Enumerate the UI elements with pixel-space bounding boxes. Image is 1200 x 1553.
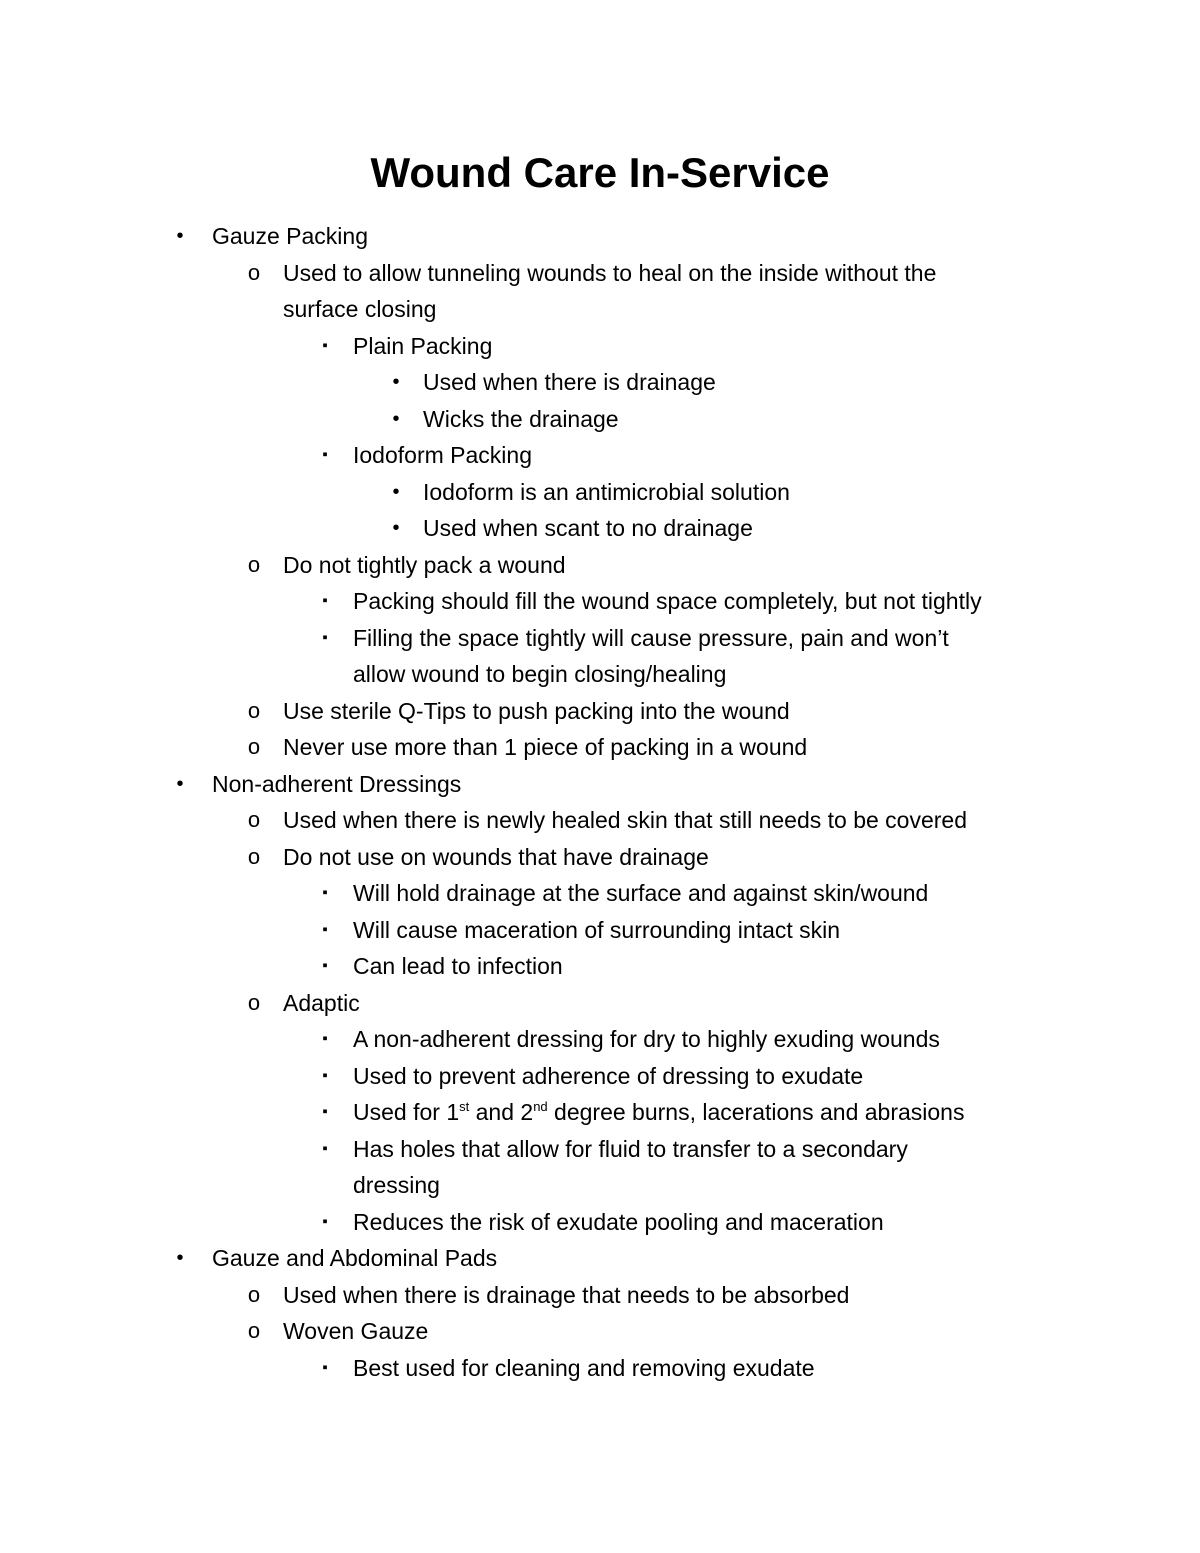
list-item-text: Do not use on wounds that have drainage [283,843,709,870]
list-item-text: Adaptic [283,989,360,1016]
list-item-level-2 [0,693,1200,730]
list-item-text: Plain Packing [353,332,493,359]
list-item-level-2 [0,255,1200,292]
list-item-text: Gauze Packing [212,223,368,249]
list-item-text: Woven Gauze [283,1318,429,1344]
list-item-text: Used to allow tunneling wounds to heal on the inside without the [283,259,937,286]
bullet-dot-icon: • [176,1247,184,1269]
list-item-level-3 [0,1058,1200,1095]
list-item-level-2 [0,729,1200,766]
bullet-circle-icon: o [247,1281,261,1307]
list-item-text: Reduces the risk of exudate pooling and maceration [353,1208,884,1235]
list-item-text: Non-adherent Dressings [212,770,462,797]
list-item-level-2 [0,839,1200,876]
list-item-level-3 [0,912,1200,949]
list-item-text: Used when there is newly healed skin that still needs to be covered [283,807,968,833]
list-item-text: Iodoform Packing [353,442,532,468]
list-item-level-1 [0,766,1200,803]
list-item-text: Filling the space tightly will cause pressure, pain and won’t [353,624,949,651]
list-item-level-4 [0,474,1200,511]
list-item-continuation [0,291,1200,328]
list-item-text: Use sterile Q-Tips to push packing into the wound [283,697,790,724]
bullet-dot-icon: • [392,371,400,393]
list-item-level-1 [0,1240,1200,1277]
list-item-level-3 [0,1350,1200,1387]
list-item-text: Used when scant to no drainage [423,515,753,541]
bullet-square-icon: ▪ [322,957,328,974]
list-item-text: Best used for cleaning and removing exudate [353,1354,815,1381]
document-title: Wound Care In-Service [370,149,830,196]
list-item-level-2 [0,1313,1200,1350]
list-item-text: Iodoform is an antimicrobial solution [423,478,790,505]
list-item-text: Used for 1st and 2nd degree burns, lacerations and abrasions [353,1099,965,1125]
bullet-dot-icon: • [392,517,400,539]
bullet-circle-icon: o [247,843,261,869]
bullet-square-icon: ▪ [322,1103,328,1120]
list-item-text: Used when there is drainage [423,369,716,395]
bullet-square-icon: ▪ [322,592,328,609]
list-item-text: allow wound to begin closing/healing [353,661,727,687]
list-item-level-3 [0,620,1200,657]
list-item-level-2 [0,547,1200,584]
list-item-text: Used to prevent adherence of dressing to exudate [353,1062,864,1089]
list-item-level-3 [0,875,1200,912]
bullet-circle-icon: o [247,734,261,759]
list-item-level-4 [0,510,1200,547]
bullet-dot-icon: • [392,407,400,430]
list-item-text: Has holes that allow for fluid to transfer to a secondary [353,1135,908,1162]
bullet-square-icon: ▪ [322,1358,328,1376]
bullet-circle-icon: o [247,697,261,723]
ordinal-suffix: nd [533,1099,548,1114]
list-item-level-3 [0,1021,1200,1058]
bullet-square-icon: ▪ [322,1139,328,1157]
list-item-level-2 [0,1277,1200,1314]
bullet-circle-icon: o [247,989,261,1015]
list-item-continuation [0,1167,1200,1204]
bullet-square-icon: ▪ [322,884,328,901]
list-item-text: Do not tightly pack a wound [283,551,566,578]
ordinal-suffix: st [459,1099,470,1114]
bullet-dot-icon: • [176,772,184,795]
list-item-level-2 [0,985,1200,1022]
list-item-level-3 [0,437,1200,474]
list-item-text: Packing should fill the wound space completely, but not tightly [353,588,982,614]
list-item-level-4 [0,401,1200,438]
list-item-level-3 [0,1204,1200,1241]
list-item-text: surface closing [283,296,437,322]
list-item-text: Can lead to infection [353,953,563,979]
list-item-level-2 [0,802,1200,839]
bullet-square-icon: ▪ [322,628,328,646]
bullet-circle-icon: o [247,551,261,577]
bullet-square-icon: ▪ [322,1030,328,1047]
list-item-text: Used when there is drainage that needs to be absorbed [283,1281,850,1308]
bullet-square-icon: ▪ [322,1212,328,1230]
list-item-level-3 [0,583,1200,620]
bullet-outline [0,218,1200,1386]
bullet-dot-icon: • [392,480,400,503]
list-item-text: Never use more than 1 piece of packing in a wound [283,734,808,760]
list-item-text: Will hold drainage at the surface and against skin/wound [353,880,929,906]
list-item-text: Gauze and Abdominal Pads [212,1245,498,1271]
bullet-circle-icon: o [247,259,261,285]
list-item-level-3 [0,948,1200,985]
bullet-square-icon: ▪ [322,1066,328,1084]
list-item-level-3 [0,1094,1200,1131]
list-item-level-1 [0,218,1200,255]
list-item-level-3 [0,1131,1200,1168]
bullet-square-icon: ▪ [322,336,328,354]
list-item-text: dressing [353,1172,440,1198]
list-item-text: Wicks the drainage [423,405,619,432]
bullet-circle-icon: o [247,807,261,832]
bullet-dot-icon: • [176,225,184,247]
bullet-square-icon: ▪ [322,446,328,463]
bullet-circle-icon: o [247,1318,261,1343]
list-item-continuation [0,656,1200,693]
list-item-text: A non-adherent dressing for dry to highly exuding wounds [353,1026,940,1052]
list-item-level-4 [0,364,1200,401]
list-item-level-3 [0,328,1200,365]
bullet-square-icon: ▪ [322,920,328,938]
list-item-text: Will cause maceration of surrounding intact skin [353,916,841,943]
